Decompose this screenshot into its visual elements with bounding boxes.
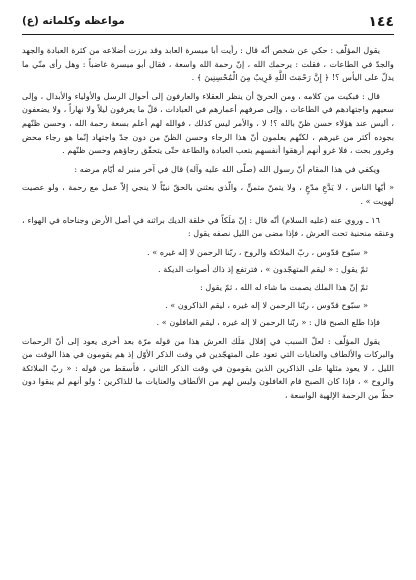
paragraph-prophet-quote: « أيّها الناس ، لا يَدَّعِ مدّعٍ ، ولا يتمنّ متمنٍّ ، والّذي بعثني بالحقّ نبيّاً لا ينجي إلاّ عمل مع رحمة ، ولو عصيت لهويت » .	[22, 182, 394, 206]
paragraph-author-explanation: يقول المؤلّف : لعلّ السبب في إقلال مَلَك العرش هذا من قوله مرّة بعد أخرى يعود إلى أنّ الرحمات والبركات والألطاف والعنايات التي تعود على المتهجّدين في وقت الذكر الأوّل إذ هم يقومون في هذا الوقت من الليل ، لا يعود مثلها على الذاكرين الذين يقومون في وقت الذكر الثاني ، فأسقط من قوله : « ربّ الملائكة والروح » ، فإذا كان الصبح قام الغافلون وليس لهم من الألطاف والعنايات ما للذاكرين ؛ ولو أنهم لم يبقوا دون حظّ من الرحمة الإلهية الواسعة ،	[22, 335, 394, 401]
quote-first-call: « سبّوح قدّوس ، ربّ الملائكة والروح ، ربّنا الرحمن لا إله غيره » .	[147, 246, 368, 257]
quote-second-call: « سبّوح قدّوس ، ربّنا الرحمن لا إله غيره ، ليقم الذاكرون » .	[165, 299, 368, 310]
quote-mutahajjidun: ثمّ يقول : « ليقم المتهجّدون » ، فترتفع إذ ذاك أصوات الديكة .	[157, 264, 368, 275]
quote-silence: ثمّ إنّ هذا الملك يصمت ما شاء له الله ، ثمّ يقول :	[200, 281, 368, 292]
page-number: ١٤٤	[368, 14, 394, 30]
header-divider	[22, 34, 394, 35]
paragraph-author-note: يقول المؤلّف : حكي عن شخص أنّه قال : رأيت أبا ميسرة العابد وقد برزت أضلاعه من كثرة العبادة والجهد والجدّ في الطاعات ، فقلت : يرحمك الله ، إنّ رحمة الله واسعة ، فقال أبو ميسرة غاضباً : وهل رأى منّي ما يدلّ على اليأس ؟! ﴿ إِنَّ رَحْمَتَ اللَّهِ قَرِيبٌ مِنَ الْمُحْسِنِينَ ﴾ .	[22, 45, 394, 83]
quote-dawn-call: فإذا طلع الصبح قال : « ربّنا الرحمن لا إله غيره ، ليقم الغافلون » .	[156, 317, 380, 328]
page-body	[22, 44, 394, 408]
paragraph-prophet-intro: ويكفي في هذا المقام أنّ رسول الله (صلّى الله عليه وآله) قال في آخر منبر له أيّام مرضه :	[74, 163, 380, 174]
paragraph-hadith-16: ١٦ ـ وروي عنه (عليه السلام) أنّه قال : إنّ مَلَكاً في خلقة الديك براثنه في أصل الأرض وجناحاه في الهواء ، وعنقه منحنية تحت العرش ، فإذا مضى من الليل نصفه يقول :	[22, 214, 394, 239]
running-title: مواعظه وكلماته (ع)	[22, 15, 125, 27]
paragraph-commentary: قال : فبكيت من كلامه ، ومن الحريّ أن ينظر العقلاء والعارفون إلى أحوال الرسل والأولياء والأبدال ، وإلى سعيهم واجتهادهم في الطاعات ، وإلى صرفهم أعمارهم في العبادات ، قلّ ما يعرفون ليلاً ولا نهاراً ، ولا يضعفون ، أليس عند هؤلاء حسن ظنّ بالله ؟! لا ، والأمر ليس كذلك ، فوالله لهم أعلم بسعة رحمة الله ، وحسن ظنّهم بجوده أكثر من غيرهم ، لكنّهم يعلمون أنّ هذا الرجاء وحسن الظنّ من دون جدّ واجتهاد إنّما هو رجاء محض وغرور بحت ، فلا غرو أنهم أرهقوا أنفسهم بتعب العبادة والطاعة حتّى يتحقّق رجاؤهم وحسن ظنّهم .	[22, 90, 394, 156]
page-header	[22, 12, 394, 34]
